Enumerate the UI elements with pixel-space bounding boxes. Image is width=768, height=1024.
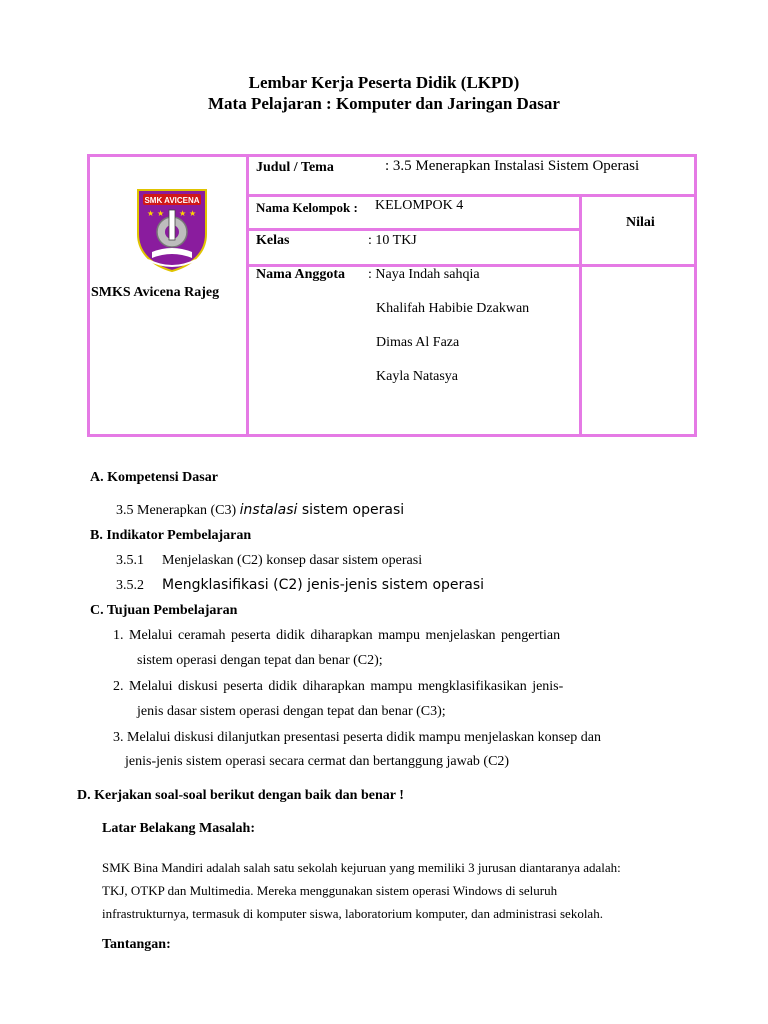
tantangan-heading: Tantangan:	[102, 937, 171, 952]
document-title: Lembar Kerja Peserta Didik (LKPD)	[248, 73, 520, 92]
latar-paragraph-line1: SMK Bina Mandiri adalah salah satu sekolah kejuruan yang memiliki 3 jurusan diantaranya adalah:	[102, 860, 621, 875]
kelas-label: Kelas	[256, 233, 290, 248]
kelas-value: : 10 TKJ	[368, 233, 417, 248]
table-row-divider-1	[246, 194, 697, 197]
svg-text:★: ★	[189, 209, 197, 218]
section-b-item2-text: Mengklasifikasi (C2) jenis-jenis sistem operasi	[162, 577, 485, 593]
table-divider-nilai	[579, 194, 582, 437]
table-border-top	[87, 154, 697, 157]
section-c-item3-line2: jenis-jenis sistem operasi secara cermat dan bertanggung jawab (C2)	[125, 754, 510, 769]
section-b-item1-text: Menjelaskan (C2) konsep dasar sistem operasi	[162, 553, 423, 568]
svg-text:★: ★	[147, 209, 155, 218]
section-a-item: 3.5 Menerapkan (C3) instalasi sistem operasi	[116, 502, 405, 518]
section-b-item1-num: 3.5.1	[116, 553, 144, 568]
anggota-member-3: Dimas Al Faza	[376, 335, 460, 350]
latar-paragraph-line3: infrastrukturnya, termasuk di komputer siswa, laboratorium komputer, dan administrasi sekolah.	[102, 906, 603, 921]
section-c-item1-line1: 1. Melalui ceramah peserta didik diharapkan mampu menjelaskan pengertian	[113, 628, 561, 643]
latar-heading: Latar Belakang Masalah:	[102, 821, 255, 836]
svg-text:★: ★	[157, 209, 165, 218]
svg-text:★: ★	[179, 209, 187, 218]
section-c-item2-line2: jenis dasar sistem operasi dengan tepat dan benar (C3);	[137, 704, 446, 719]
anggota-member-2: Khalifah Habibie Dzakwan	[376, 301, 530, 316]
latar-paragraph-line2: TKJ, OTKP dan Multimedia. Mereka menggunakan sistem operasi Windows di seluruh	[102, 883, 558, 898]
section-c-item3-line1: 3. Melalui diskusi dilanjutkan presentasi peserta didik mampu menjelaskan konsep dan	[113, 730, 601, 745]
judul-value: : 3.5 Menerapkan Instalasi Sistem Operasi	[385, 158, 640, 174]
section-c-item2-line1: 2. Melalui diskusi peserta didik diharapkan mampu mengklasifikasikan jenis-	[113, 679, 564, 694]
section-c-heading: C. Tujuan Pembelajaran	[90, 603, 238, 618]
judul-label: Judul / Tema	[256, 160, 334, 175]
section-b-item2-num: 3.5.2	[116, 578, 144, 593]
table-border-left	[87, 154, 90, 437]
school-name: SMKS Avicena Rajeg	[91, 285, 220, 300]
kelompok-value: KELOMPOK 4	[375, 198, 464, 213]
logo-text: SMK AVICENA	[144, 196, 200, 205]
kelompok-label: Nama Kelompok :	[256, 200, 358, 215]
section-b-heading: B. Indikator Pembelajaran	[90, 528, 252, 543]
anggota-member-1: : Naya Indah sahqia	[368, 267, 480, 282]
table-border-bottom	[87, 434, 697, 437]
anggota-label: Nama Anggota	[256, 267, 346, 282]
anggota-member-4: Kayla Natasya	[376, 369, 459, 384]
section-a-heading: A. Kompetensi Dasar	[90, 470, 218, 485]
section-d-heading: D. Kerjakan soal-soal berikut dengan baik dan benar !	[77, 788, 404, 803]
section-c-item1-line2: sistem operasi dengan tepat dan benar (C2);	[137, 653, 383, 668]
document-subtitle: Mata Pelajaran : Komputer dan Jaringan Dasar	[208, 94, 560, 113]
school-logo	[134, 186, 210, 272]
table-row-divider-2	[246, 228, 581, 231]
nilai-label: Nilai	[626, 215, 655, 230]
